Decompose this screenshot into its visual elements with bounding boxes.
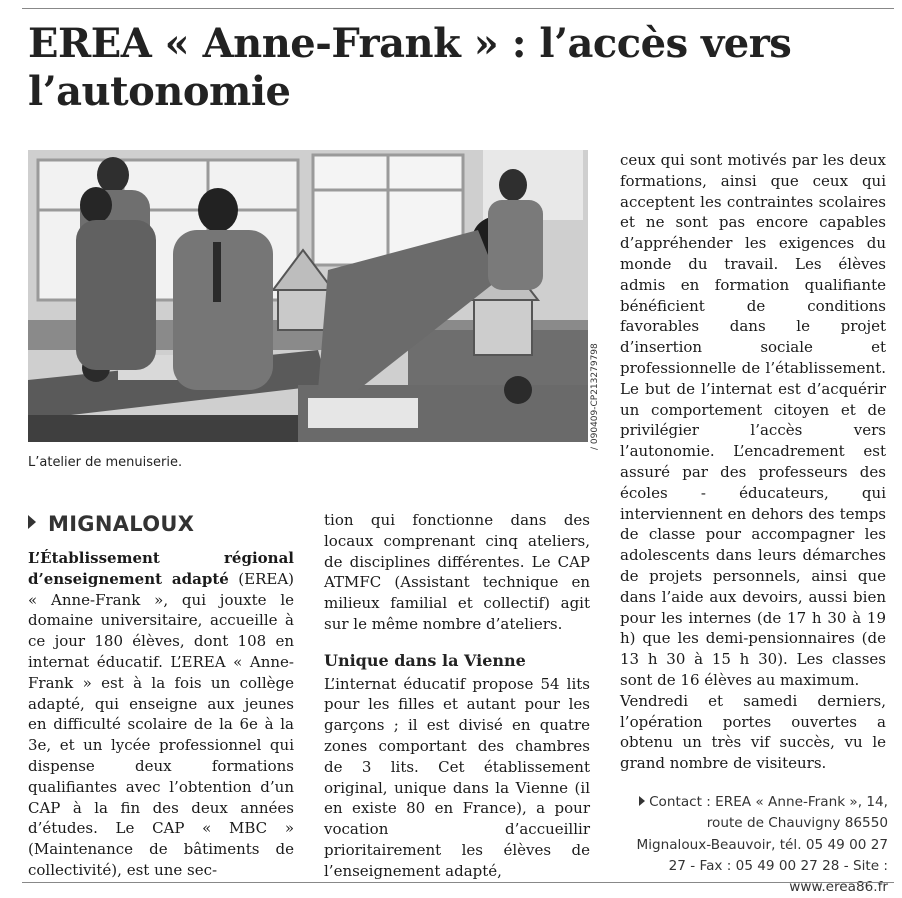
headline: EREA « Anne-Frank » : l’accès vers l’autonomie [28, 20, 792, 115]
paragraph: Vendredi et samedi derniers, l’opération portes ouvertes a obtenu un très vif succès, vu le grand nombre de visiteurs. [620, 691, 886, 773]
column-1 [28, 548, 294, 881]
paragraph: L’internat éducatif propose 54 lits pour les filles et autant pour les garçons ; il est divisé en quatre zones comportant des chambres de 3 lits. Cet établissement original, unique dans la Vienne (il en existe 80 en France), a pour vocation d’accueillir prioritairement les élèves de l’enseignement adapté, [324, 674, 590, 880]
paragraph: ceux qui sont motivés par les deux formations, ainsi que ceux qui acceptent les contraintes scolaires et ne sont pas encore capables d’appréhender les exigences du monde du travail. Les élèves admis en formation qualifiante bénéficient de conditions favorables dans le projet d’insertion sociale et professionnelle de l’établissement. Le but de l’internat est d’acquérir un comportement citoyen et de privilégier l’accès vers l’autonomie. L’encadrement est assuré par des professeurs des écoles - éducateurs, qui interviennent en dehors des temps de classe pour accompagner les adolescents dans leurs démarches de projets personnels, ainsi que dans l’aide aux devoirs, aussi bien pour les internes (de 17 h 30 à 19 h) que les demi-pensionnaires (de 13 h 30 à 15 h 30). Les classes sont de 16 élèves au maximum. [620, 151, 886, 689]
triangle-bullet-icon [28, 515, 36, 529]
lead-text: L’Établissement régional d’enseignement adapté [28, 549, 294, 588]
contact-text: Contact : EREA « Anne-Frank », 14, route de Chauvigny 86550 Mignaloux-Beauvoir, tél. 05 49 00 27 27 - Fax : 05 49 00 27 28 - Site : www.erea86.fr [636, 794, 888, 896]
top-rule [22, 8, 894, 9]
triangle-bullet-icon [639, 796, 645, 806]
subheading: Unique dans la Vienne [324, 650, 526, 670]
photo-caption: L’atelier de menuiserie. [28, 455, 183, 470]
paragraph: tion qui fonctionne dans des locaux comprenant cinq ateliers, de disciplines différentes. Le CAP ATMFC (Assistant technique en milieux familial et collectif) agit sur le même nombre d’ateliers. [324, 511, 590, 633]
photo-credit: / 090409-CP213279798 [590, 343, 600, 450]
column-3 [620, 150, 886, 774]
paragraph-text: (EREA) « Anne-Frank », qui jouxte le domaine universitaire, accueille à ce jour 180 élèves, dont 108 en internat éducatif. L’EREA « Anne-Frank » est à la fois un collège adapté, qui enseigne aux jeunes en difficulté scolaire de la 6e à la 3e, et un lycée professionnel qui dispense deux formations qualifiantes avec l’obtention d’un CAP à la fin des deux années d’études. Le CAP « MBC » (Maintenance de bâtiments de collectivité), est une sec- [28, 569, 294, 879]
section-label [28, 512, 194, 536]
workshop-photo [28, 150, 588, 442]
paragraph [28, 548, 294, 881]
column-2 [324, 510, 590, 882]
section-label-text: MIGNALOUX [48, 512, 195, 536]
bottom-rule [22, 882, 894, 883]
